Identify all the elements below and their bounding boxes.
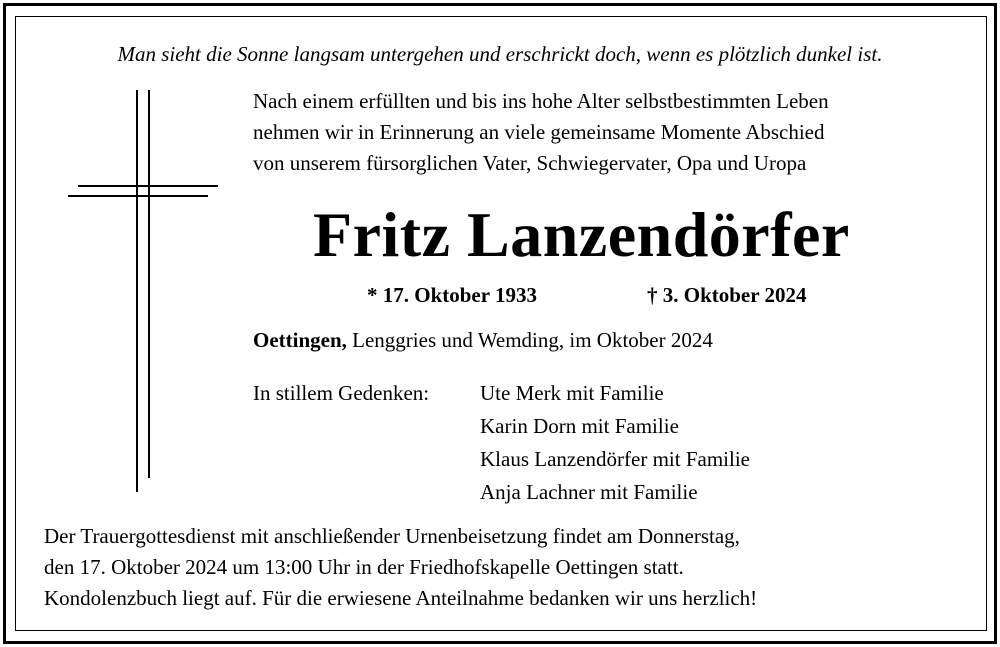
mourners-list (480, 379, 750, 511)
mourner-item: Karin Dorn mit Familie (480, 414, 679, 438)
place-main: Oettingen, (253, 328, 347, 352)
service-notice (44, 521, 757, 614)
mourner-item: Klaus Lanzendörfer mit Familie (480, 447, 750, 471)
cross-icon (65, 90, 225, 492)
place-date-line (253, 326, 713, 354)
footer-line: den 17. Oktober 2024 um 13:00 Uhr in der Friedhofskapelle Oettingen statt. (44, 555, 684, 579)
death-date: † 3. Oktober 2024 (647, 283, 807, 307)
footer-line: Der Trauergottesdienst mit anschließender Urnenbeisetzung findet am Donnerstag, (44, 524, 740, 548)
place-rest: Lenggries und Wemding, im Oktober 2024 (346, 328, 713, 352)
intro-line: von unserem fürsorglichen Vater, Schwiegervater, Opa und Uropa (253, 151, 807, 175)
deceased-name-row (255, 196, 955, 274)
intro-text (253, 86, 829, 179)
motto-quote: Man sieht die Sonne langsam untergehen und erschrickt doch, wenn es plötzlich dunkel ist. (117, 42, 883, 66)
footer-line: Kondolenzbuch liegt auf. Für die erwiesene Anteilnahme bedanken wir uns herzlich! (44, 586, 758, 610)
mourner-item: Ute Merk mit Familie (480, 381, 664, 405)
mourner-item: Anja Lachner mit Familie (480, 480, 698, 504)
intro-line: nehmen wir in Erinnerung an viele gemeinsame Momente Abschied (253, 120, 825, 144)
memory-label: In stillem Gedenken: (253, 381, 430, 405)
deceased-name: Fritz Lanzendörfer (313, 199, 850, 270)
birth-date: * 17. Oktober 1933 (367, 283, 537, 307)
intro-line: Nach einem erfüllten und bis ins hohe Alter selbstbestimmten Leben (253, 89, 829, 113)
